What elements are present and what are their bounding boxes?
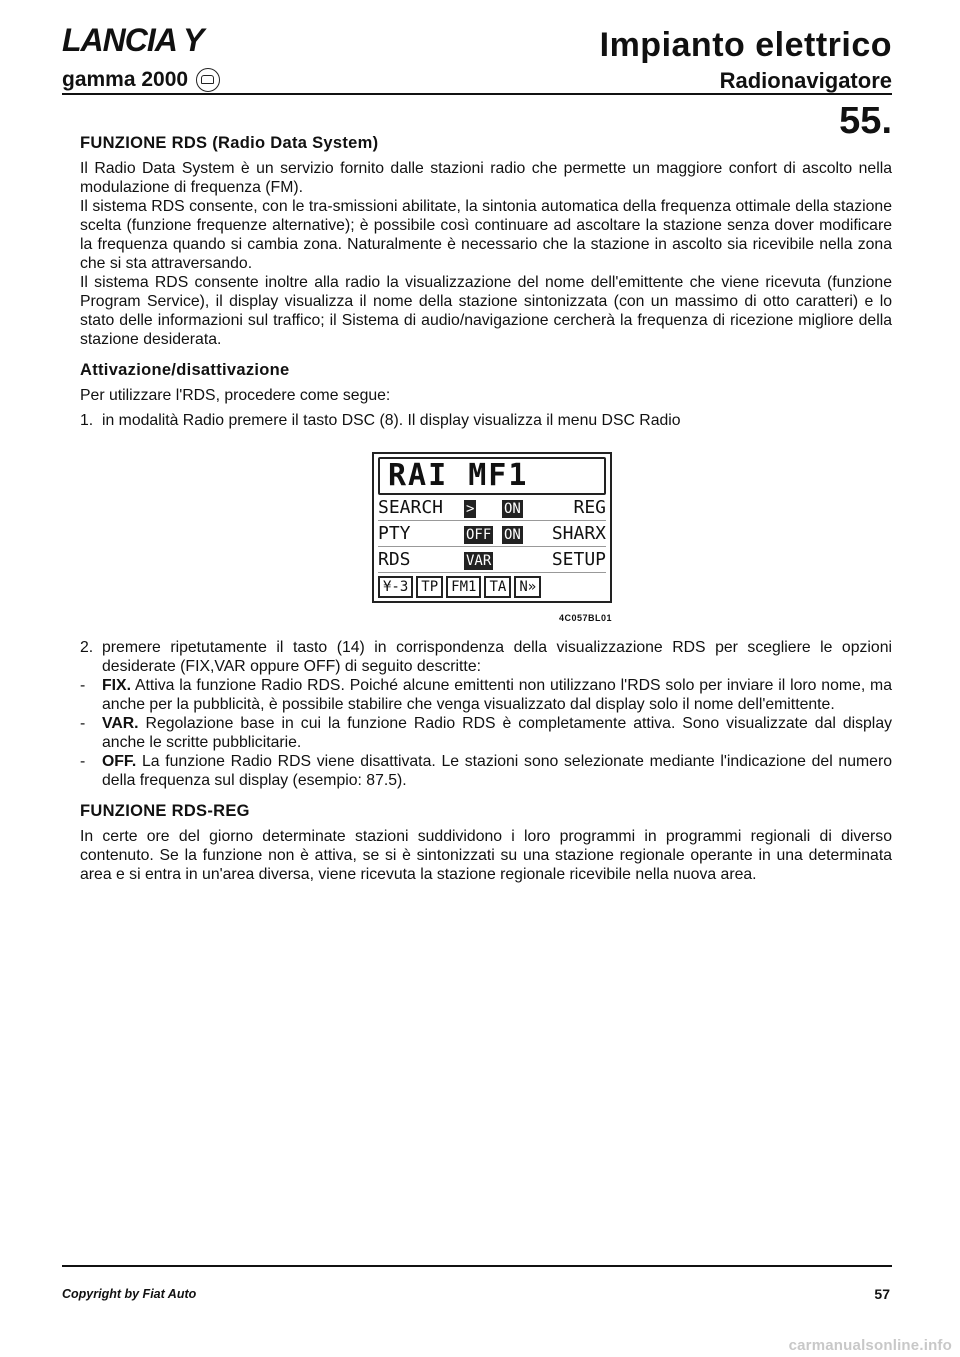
step-2 [80,638,892,676]
arrow-indicator: > [466,500,475,517]
search-label: SEARCH [378,496,444,518]
search-on-button: ON [504,500,521,517]
rds-label: RDS [378,548,411,570]
step-1-number: 1. [80,412,94,429]
page-number: 57 [874,1286,890,1302]
option-off-key: OFF. [102,753,137,770]
lcd-bottom-bar [378,576,606,598]
page-code: 55. [839,100,892,142]
site-watermark: carmanualsonline.info [788,1337,952,1354]
rds-heading: FUNZIONE RDS (Radio Data System) [80,134,379,152]
section-title: Impianto elettrico [599,26,892,64]
option-var-key: VAR. [102,715,139,732]
option-off-text: La funzione Radio RDS viene disattivata. Le stazioni sono selezionate mediante l'indicazione del numero della frequenza sul display (esempio: 87.5). [102,753,892,789]
rds-paragraph-2: Il sistema RDS consente, con le tra-smissioni abilitate, la sintonia automatica della frequenza ottimale della stazione scelta (funzione frequenze alternative); è possibile così continuare ad ascoltare la stazione senza dover modificare la frequenza quando si cambia zona. Naturalmente è necessario che la stazione in ascolto sia ricevibile nella zona che si sta attraversando. [80,198,892,272]
option-fix-text: Attiva la funzione Radio RDS. Poiché alcune emittenti non utilizzano l'RDS solo per inviare il loro nome, ma anche per la pubblicità, è possibile stabilire che venga visualizzato dal display solo il nome dell'emittente. [102,677,892,713]
preset-indicator: ¥-3 [378,576,413,598]
rds-paragraph-1: Il Radio Data System è un servizio fornito dalle stazioni radio che permette un maggiore confort di ascolto nella modulazione di frequenza (FM). [80,160,892,196]
tp-indicator: TP [416,576,443,598]
option-fix-key: FIX. [102,677,131,694]
activation-intro: Per utilizzare l'RDS, procedere come segue: [80,387,391,404]
rds-reg-paragraph: In certe ore del giorno determinate stazioni suddividono i loro programmi in programmi regionali di diverso contenuto. Se la funzione non è attiva, se si è sintonizzati su una stazione regionale operante in una determinata area e si entra in un'area diversa, viene ricevuta la stazione regionale ricevibile nella nuova area. [80,828,892,883]
lcd-row-rds [378,547,606,573]
main-content [62,134,892,884]
step-2-number: 2. [80,639,94,656]
activation-heading: Attivazione/disattivazione [80,361,290,379]
pty-on-button: ON [504,526,521,543]
sharx-label: SHARX [551,522,606,544]
ta-indicator: TA [484,576,511,598]
lcd-row-search [378,495,606,521]
step-1-text: in modalità Radio premere il tasto DSC (8). Il display visualizza il menu DSC Radio [102,412,681,429]
model-range-label: gamma 2000 [62,68,189,91]
pty-off-button: OFF [466,526,492,543]
option-var: - VAR. Regolazione base in cui la funzione Radio RDS è completamente attiva. Sono visualizzate dal display anche le scritte pubblicitarie. [80,715,892,751]
car-badge-icon [196,68,220,92]
station-name: RAI MF1 [378,457,606,495]
option-off: - OFF. La funzione Radio RDS viene disattivata. Le stazioni sono selezionate mediante l'indicazione del numero della frequenza sul display (esempio: 87.5). [80,753,892,789]
model-range [62,68,220,92]
pty-label: PTY [378,522,411,544]
rds-reg-heading: FUNZIONE RDS-REG [80,802,250,820]
header-divider [62,93,892,95]
rds-paragraph-3: Il sistema RDS consente inoltre alla radio la visualizzazione del nome dell'emittente che viene ricevuta (funzione Program Service), il display visualizza il nome della stazione sintonizzata (con un massimo di otto caratteri) e lo stato delle informazioni sul traffico; il Sistema di audio/navigazione cercherà la frequenza di ricezione migliore della stazione desiderata. [80,274,892,348]
step-1 [80,411,892,430]
reg-label: REG [573,496,606,518]
subsection-title: Radionavigatore [719,68,892,93]
radio-lcd-display [372,452,612,603]
radio-display-figure [372,452,612,628]
footer-divider [62,1265,892,1267]
rds-var-button: VAR [466,552,492,569]
band-indicator: FM1 [446,576,481,598]
figure-code: 4C057BL01 [558,613,612,623]
setup-label: SETUP [551,548,606,570]
option-fix: - FIX. Attiva la funzione Radio RDS. Poiché alcune emittenti non utilizzano l'RDS solo per inviare il loro nome, ma anche per la pubblicità, è possibile stabilire che venga visualizzato dal display solo il nome dell'emittente. [80,677,892,713]
copyright-notice: Copyright by Fiat Auto [62,1287,197,1301]
step-2-text: premere ripetutamente il tasto (14) in corrispondenza della visualizzazione RDS per scegliere le opzioni desiderate (FIX,VAR oppure OFF) di seguito descritte: [102,639,892,675]
nav-indicator: N» [514,576,541,598]
option-var-text: Regolazione base in cui la funzione Radio RDS è completamente attiva. Sono visualizzate dal display anche le scritte pubblicitarie. [102,715,892,751]
brand-title: LANCIA Y [62,22,204,58]
lcd-row-pty [378,521,606,547]
